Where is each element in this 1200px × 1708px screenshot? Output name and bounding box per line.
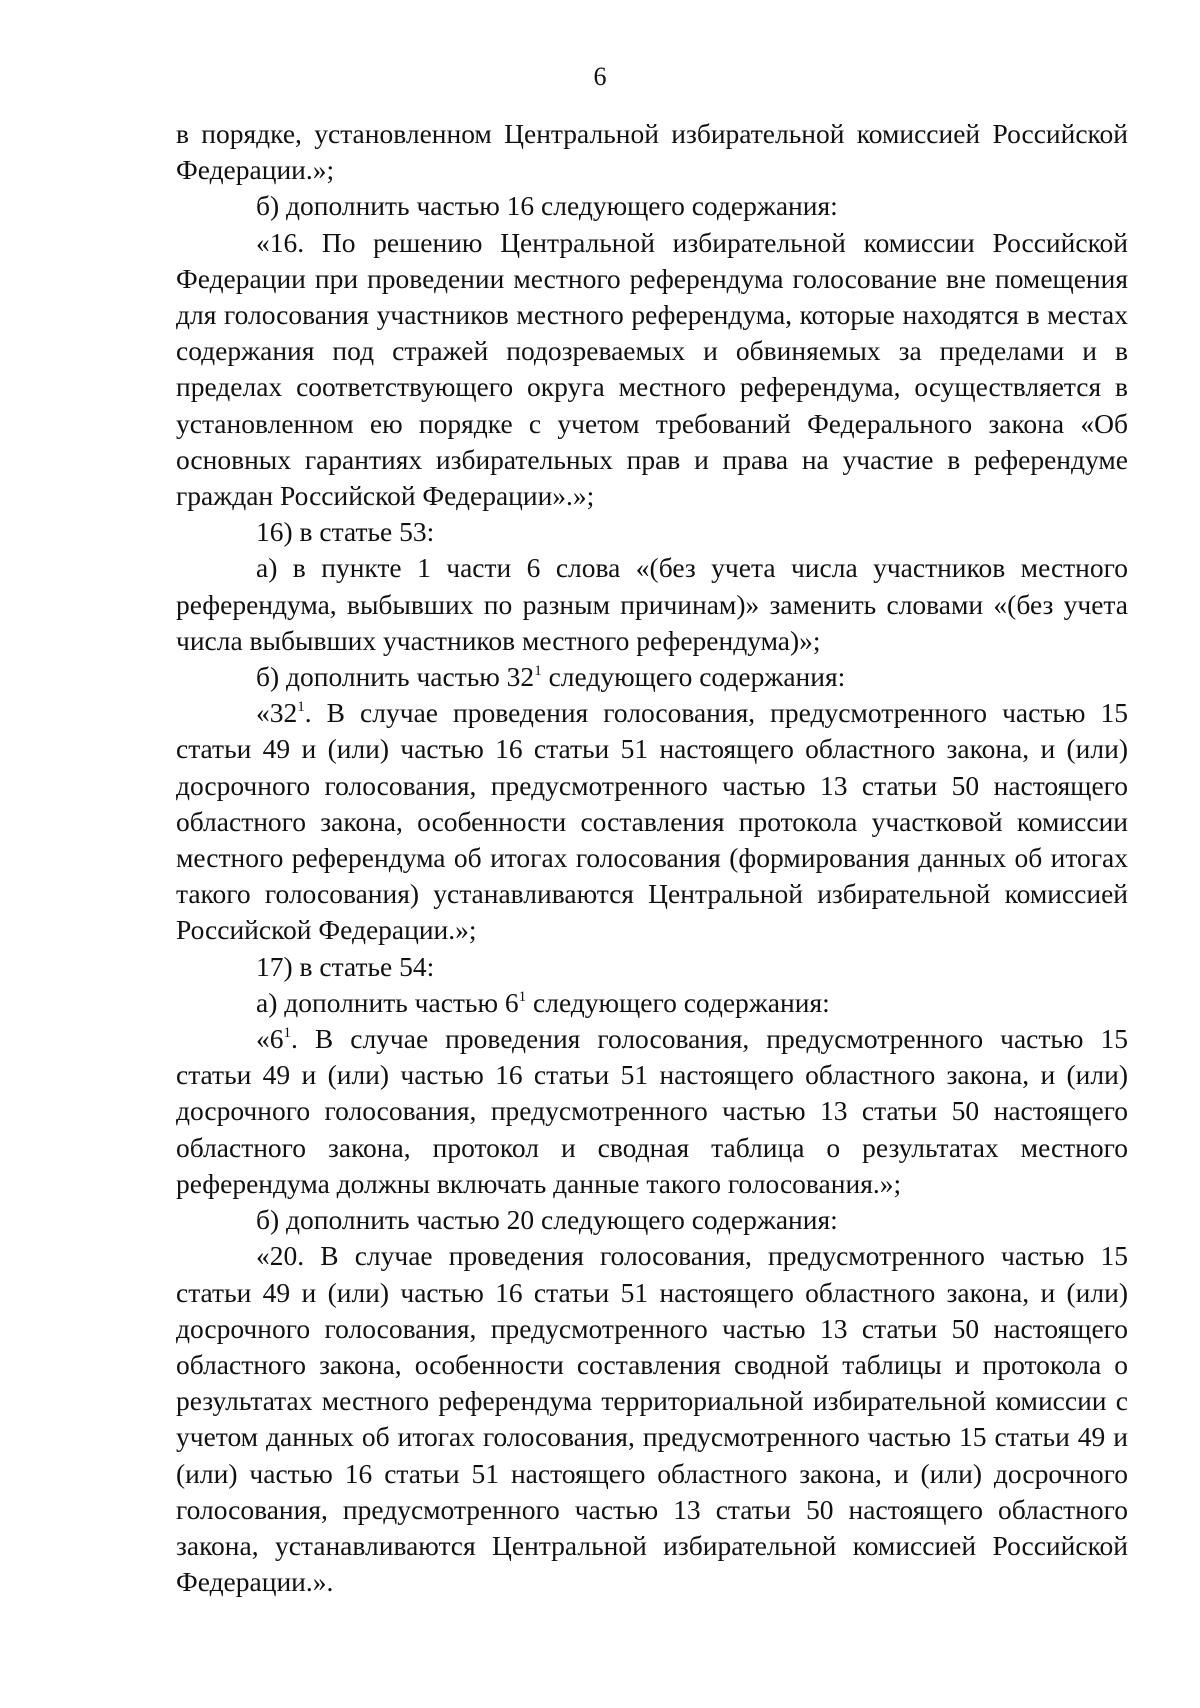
paragraph-article-54-item-b: б) дополнить частью 20 следующего содержания: (256, 1204, 838, 1236)
document-body (176, 116, 1128, 1600)
paragraph-part-16-text: «16. По решению Центральной избирательной комиссии Российской Федерации при проведении местного референдума голосование вне помещения для голосования участников местного референдума, которые находятся в местах содержания под стражей подозреваемых и обвиняемых за пределами и в пределах соответствующего округа местного референдума, осуществляется в установленном ею порядке с учетом требований Федерального закона «Об основных гарантиях избирательных прав и права на участие в референдуме граждан Российской Федерации».»; (176, 226, 1128, 512)
paragraph-part-6-1-text: «$6^1$. В случае проведения голосования, предусмотренного частью 15 статьи 49 и (или) частью 16 статьи 51 настоящего областного закона, и (или) досрочного голосования, предусмотренного частью 13 статьи 50 настоящего областного закона, протокол и сводная таблица о результатах местного референдума должны включать данные такого голосования.»; (176, 1023, 1128, 1199)
paragraph-article-54-heading: 17) в статье 54: (256, 950, 435, 982)
paragraph-part-32-1-text: «$32^1$. В случае проведения голосования, предусмотренного частью 15 статьи 49 и (или) частью 16 статьи 51 настоящего областного закона, и (или) досрочного голосования, предусмотренного частью 13 статьи 50 настоящего областного закона, особенности составления протокола участковой комиссии местного референдума об итогах голосования (формирования данных об итогах такого голосования) устанавливаются Центральной избирательной комиссией Российской Федерации.»; (176, 697, 1128, 946)
paragraph-part-20-text: «20. В случае проведения голосования, предусмотренного частью 15 статьи 49 и (или) частью 16 статьи 51 настоящего областного закона, и (или) досрочного голосования, предусмотренного частью 13 статьи 50 настоящего областного закона, особенности составления сводной таблицы и протокола о результатах местного референдума территориальной избирательной комиссии с учетом данных об итогах голосования, предусмотренного частью 15 статьи 49 и (или) частью 16 статьи 51 настоящего областного закона, и (или) досрочного голосования, предусмотренного частью 13 статьи 50 настоящего областного закона, устанавливаются Центральной избирательной комиссией Российской Федерации.». (176, 1240, 1128, 1598)
paragraph-continuation: в порядке, установленном Центральной избирательной комиссией Российской Федерации.»; (176, 118, 1128, 186)
superscript: 1 (518, 988, 527, 1005)
superscript: 1 (297, 699, 305, 715)
page-number: 6 (593, 62, 607, 91)
paragraph-amendment-part-16-intro: б) дополнить частью 16 следующего содержания: (256, 190, 838, 222)
superscript: 1 (283, 1024, 291, 1041)
paragraph-article-53-heading: 16) в статье 53: (256, 516, 435, 548)
superscript: 1 (534, 662, 542, 679)
paragraph-article-54-item-a: а) дополнить частью $6^1$ следующего содержания: (256, 986, 830, 1018)
paragraph-article-53-item-a: а) в пункте 1 части 6 слова «(без учета числа участников местного референдума, выбывших по разным причинам)» заменить словами «(без учета числа выбывших участников местного референдума)»; (176, 552, 1128, 656)
paragraph-article-53-item-b: б) дополнить частью $32^1$ следующего содержания: (256, 661, 846, 693)
